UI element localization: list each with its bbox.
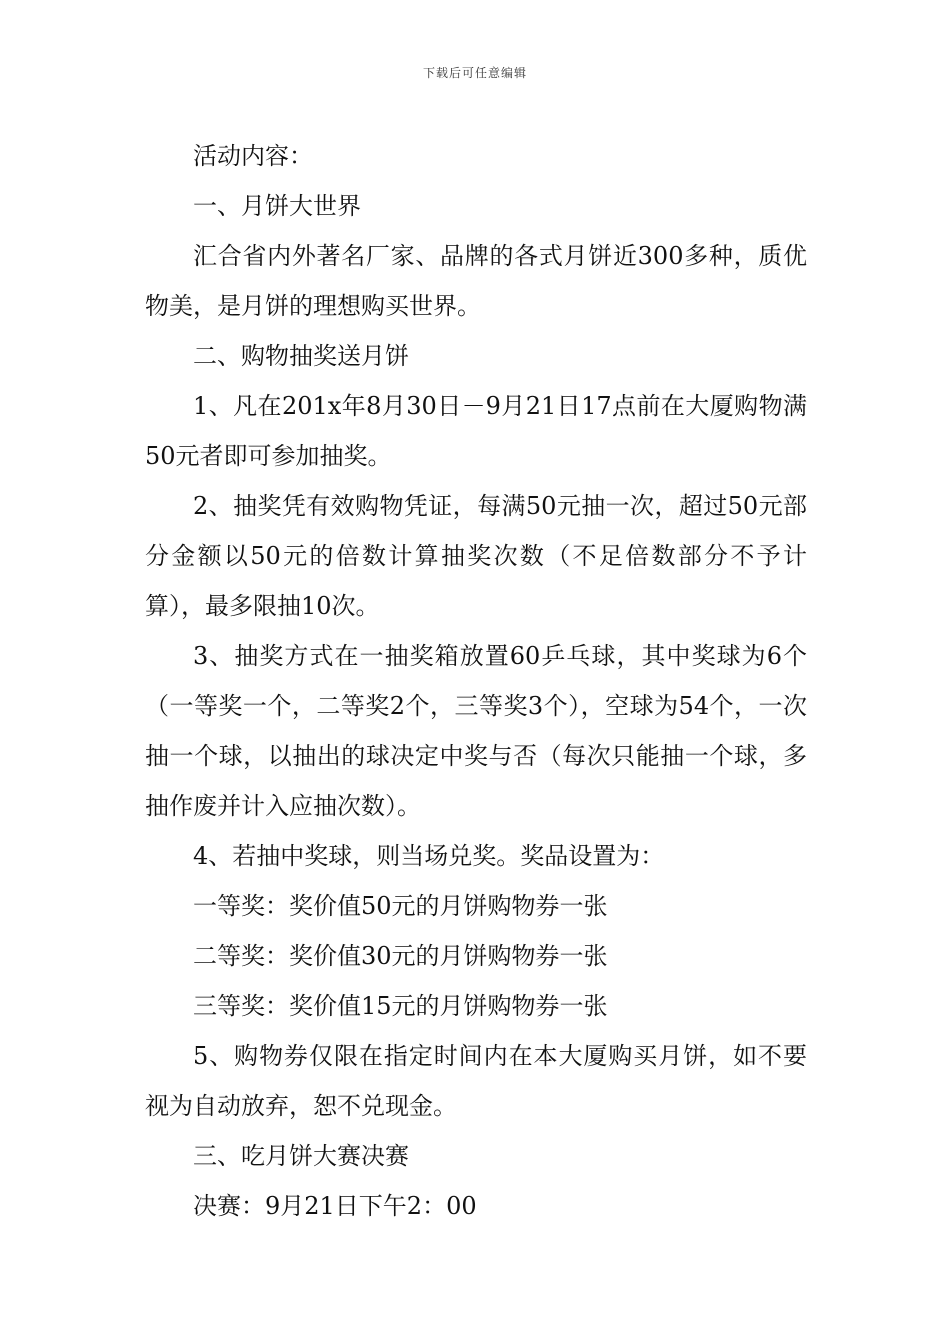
paragraph-lottery-rule-3: 3、抽奖方式在一抽奖箱放置60乒乓球，其中奖球为6个（一等奖一个，二等奖2个，三等奖3个），空球为54个，一次抽一个球，以抽出的球决定中奖与否（每次只能抽一个球，多抽作废并计入应抽次数）。 [145,642,807,820]
paragraph-final-time: 决赛：9月21日下午2：00 [193,1192,477,1220]
prize-first: 一等奖：奖价值50元的月饼购物券一张 [193,892,608,920]
heading-mooncake-world: 一、月饼大世界 [193,192,361,220]
page-header-note: 下载后可任意编辑 [422,66,527,80]
heading-lottery: 二、购物抽奖送月饼 [193,342,409,370]
paragraph-lottery-rule-1: 1、凡在201x年8月30日－9月21日17点前在大厦购物满50元者即可参加抽奖。 [145,392,807,470]
prize-second: 二等奖：奖价值30元的月饼购物券一张 [193,942,608,970]
paragraph-mooncake-world: 汇合省内外著名厂家、品牌的各式月饼近300多种，质优物美，是月饼的理想购买世界。 [145,242,807,320]
paragraph-lottery-rule-4: 4、若抽中奖球，则当场兑奖。奖品设置为： [193,842,665,870]
paragraph-lottery-rule-5: 5、购物券仅限在指定时间内在本大厦购买月饼，如不要视为自动放弃，恕不兑现金。 [145,1042,807,1120]
document-body [145,131,807,1231]
prize-third: 三等奖：奖价值15元的月饼购物券一张 [193,992,608,1020]
heading-eating-contest: 三、吃月饼大赛决赛 [193,1142,409,1170]
paragraph-lottery-rule-2: 2、抽奖凭有效购物凭证，每满50元抽一次，超过50元部分金额以50元的倍数计算抽奖次数（不足倍数部分不予计算），最多限抽10次。 [145,492,807,620]
section-label-activity-content: 活动内容： [193,142,313,170]
